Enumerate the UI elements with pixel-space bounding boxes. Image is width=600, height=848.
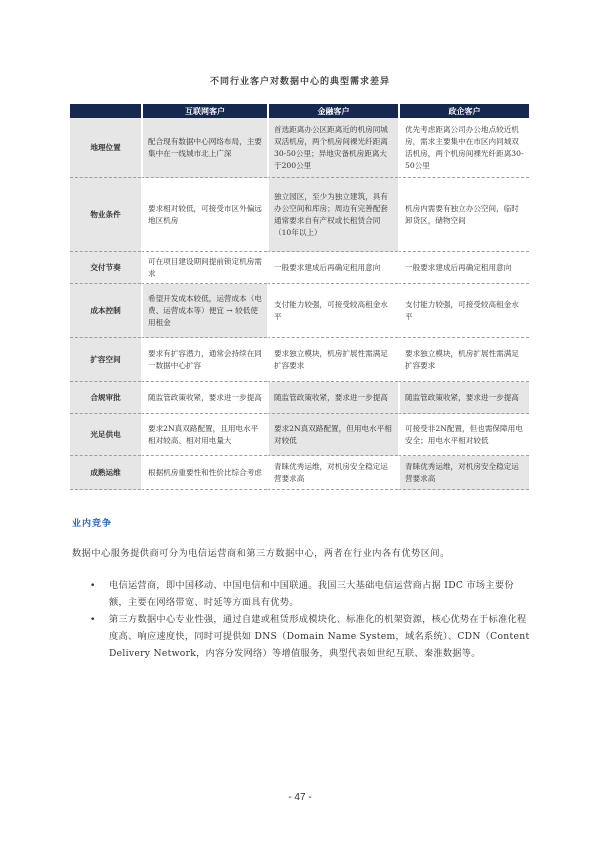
table-row xyxy=(70,178,529,252)
list-item xyxy=(72,611,532,662)
intro-paragraph: 数据中心服务提供商可分为电信运营商和第三方数据中心，两者在行业内各有优势区间。 xyxy=(72,548,450,559)
table-row xyxy=(70,456,529,490)
table-cell: 独立园区，至少为独立建筑，具有办公空间和库房；周边有完善配套 通常要求自有产权或长租赁合同（10年以上） xyxy=(267,178,398,252)
table-cell: 支付能力较强，可接受较高租金水平 xyxy=(398,284,529,338)
row-label: 成本控制 xyxy=(70,284,141,338)
table-cell: 机房内需要有独立办公空间，临时卸货区，储物空间 xyxy=(398,178,529,252)
bullet-icon: • xyxy=(90,580,96,591)
row-label: 成熟运维 xyxy=(70,456,141,490)
row-label: 扩容空间 xyxy=(70,338,141,382)
table-cell: 一般要求建成后再确定租用意向 xyxy=(398,252,529,284)
row-label: 物业条件 xyxy=(70,178,141,252)
list-item-text: 第三方数据中心专业性强，通过自建或租赁形成模块化、标准化的机架资源，核心优势在于标准化程度高、响应速度快，同时可提供如 DNS（Domain Name System，域名系统）、CDN（Content Delivery Network，内容分发网络）等增值服务，典型代表如世纪互联、秦淮数据等。 xyxy=(109,614,530,659)
row-label: 交付节奏 xyxy=(70,252,141,284)
table-header-row xyxy=(70,104,529,118)
table-cell: 根据机房重要性和性价比综合考虑 xyxy=(141,456,267,490)
table-row xyxy=(70,414,529,456)
header-internet: 互联网客户 xyxy=(141,104,267,118)
table-cell: 随监管政策收紧，要求进一步提高 xyxy=(267,382,398,414)
bullet-icon: • xyxy=(90,614,96,625)
row-label: 地理位置 xyxy=(70,118,141,178)
table-cell: 要求相对较低，可接受市区外偏远地区机房 xyxy=(141,178,267,252)
header-government: 政企客户 xyxy=(398,104,529,118)
table-cell: 要求2N真双路配置，且用电水平相对较高、相对用电量大 xyxy=(141,414,267,456)
table-caption: 不同行业客户对数据中心的典型需求差异 xyxy=(209,77,390,87)
table-cell: 要求2N真双路配置，但用电水平相对较低 xyxy=(267,414,398,456)
table-cell: 首选距离办公区距离近的机房同城双活机房，两个机房间裸光纤距离30-50公里；异地灾备机房距离大于200公里 xyxy=(267,118,398,178)
table-cell: 随监管政策收紧，要求进一步提高 xyxy=(398,382,529,414)
table-cell: 优先考虑距离公司办公地点较近机房，需求主要集中在市区内同城双活机房，两个机房间裸光纤距离30-50公里 xyxy=(398,118,529,178)
bullet-list xyxy=(72,577,532,662)
table-cell: 青睐优秀运维，对机房安全稳定运营要求高 xyxy=(267,456,398,490)
table-cell: 希望开发成本较低，运营成本（电费、运营成本等）便宜 → 较低使用租金 xyxy=(141,284,267,338)
table-row xyxy=(70,284,529,338)
table-row xyxy=(70,252,529,284)
row-label: 合规审批 xyxy=(70,382,141,414)
table-cell: 要求有扩容潜力，通常会持续在同一数据中心扩容 xyxy=(141,338,267,382)
table-row xyxy=(70,382,529,414)
table-cell: 可在项目建设期间提前锁定机房需求 xyxy=(141,252,267,284)
table-row xyxy=(70,118,529,178)
table-cell: 一般要求建成后再确定租用意向 xyxy=(267,252,398,284)
list-item-text: 电信运营商，即中国移动、中国电信和中国联通。我国三大基础电信运营商占据 IDC 市场主要份额，主要在网络带宽、时延等方面具有优势。 xyxy=(109,580,514,608)
table-cell: 配合现有数据中心网络布局，主要集中在一线城市北上广深 xyxy=(141,118,267,178)
table-cell: 随监管政策收紧，要求进一步提高 xyxy=(141,382,267,414)
header-corner xyxy=(70,104,141,118)
row-label: 光足供电 xyxy=(70,414,141,456)
comparison-table xyxy=(70,104,529,490)
list-item xyxy=(72,577,532,611)
table-row xyxy=(70,338,529,382)
section-title: 业内竞争 xyxy=(72,519,113,529)
header-finance: 金融客户 xyxy=(267,104,398,118)
page-number: - 47 - xyxy=(288,792,312,803)
table-cell: 要求独立模块，机房扩展性需满足扩容要求 xyxy=(398,338,529,382)
table-cell: 要求独立模块，机房扩展性需满足扩容要求 xyxy=(267,338,398,382)
table-cell: 支付能力较强，可接受较高租金水平 xyxy=(267,284,398,338)
table-cell: 青睐优秀运维，对机房安全稳定运营要求高 xyxy=(398,456,529,490)
table-cell: 可接受非2N配置，但也需保障用电安全；用电水平相对较低 xyxy=(398,414,529,456)
